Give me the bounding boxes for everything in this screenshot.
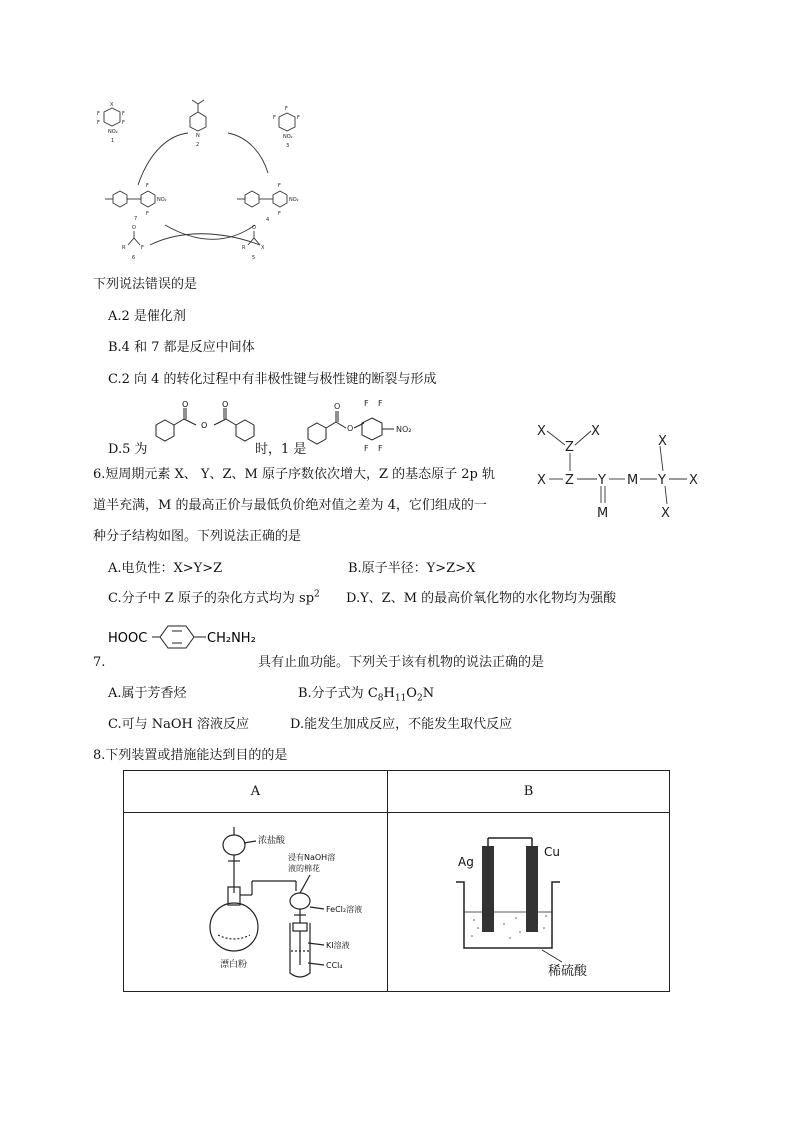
atom-label: R (242, 245, 246, 251)
fluorine-label: F (378, 444, 383, 453)
q6-option-b: B.原子半径：Y>Z>X (348, 561, 476, 576)
q6-stem-line3: 种分子结构如图。下列说法正确的是 (93, 529, 302, 544)
label-cu-electrode: Cu (543, 845, 560, 859)
q7-number: 7. (93, 655, 106, 670)
q6-stem-line2: 道半充满，M 的最高正价与最低负价绝对值之差为 4，它们组成的一 (93, 498, 487, 513)
q7-option-b: B.分子式为 $C_8H_{11}O_2N$ (298, 686, 435, 704)
atom-label: N (196, 133, 200, 139)
atom-label: F (278, 183, 281, 189)
atom-label: F (273, 115, 276, 121)
q6-option-d: D.Y、Z、M 的最高价氧化物的水化物均为强酸 (346, 591, 617, 606)
atom-label: F (97, 120, 100, 126)
label-ag-electrode: Ag (457, 855, 474, 869)
atom-label: F (122, 120, 125, 126)
apparatus-a-cell (124, 813, 388, 992)
table-header-b: B (388, 771, 670, 813)
tranexamic-acid-structure (108, 622, 278, 652)
ester-structure (302, 393, 432, 453)
atom-x: X (661, 506, 670, 521)
compound-label-2: 2 (196, 142, 200, 148)
atom-label: F (141, 245, 144, 251)
atom-label: NO₂ (108, 129, 118, 135)
atom-label: O (252, 225, 256, 231)
q7-option-a: A.属于芳香烃 (108, 686, 187, 701)
fluorine-label: F (364, 444, 369, 453)
atom-label: F (97, 111, 100, 117)
label-dilute-sulfuric-acid: 稀硫酸 (547, 964, 587, 979)
atom-y: Y (658, 473, 666, 488)
label-naoh-cotton-1: 浸有NaOH溶 (287, 853, 335, 862)
atom-x: X (658, 434, 667, 449)
q5-option-d-mid: 时，1 是 (255, 442, 307, 457)
benzoic-anhydride-structure (150, 398, 260, 450)
atom-label: X (261, 245, 265, 251)
q5-prompt: 下列说法错误的是 (93, 277, 198, 292)
compound-label-6: 6 (132, 255, 136, 261)
q5-option-d-prefix: D.5 为 (108, 442, 148, 457)
q8-stem: 8.下列装置或措施能达到目的的是 (93, 748, 288, 763)
atom-m: M (627, 473, 639, 488)
table-header-a: A (124, 771, 388, 813)
q5-option-b: B.4 和 7 都是反应中间体 (108, 340, 255, 355)
q6-option-c: C.分子中 Z 原子的杂化方式均为 $sp^2$ (108, 589, 320, 606)
atom-x: X (689, 473, 698, 488)
chlorine-generation-apparatus (156, 815, 362, 985)
q8-apparatus-table (123, 770, 670, 992)
q6-stem-line1: 6.短周期元素 X、 Y、Z、M 原子序数依次增大，Z 的基态原子 2p 轨 (93, 467, 496, 482)
catalytic-cycle-diagram (90, 95, 320, 270)
compound-label-4: 4 (266, 217, 270, 223)
nitro-label: NO₂ (396, 425, 412, 434)
formula-left: HOOC (108, 631, 148, 646)
label-ki: KI溶液 (325, 941, 350, 950)
oxygen-label: O (347, 424, 354, 433)
label-naoh-cotton-2: 液的棉花 (287, 864, 320, 873)
galvanic-cell-apparatus (444, 820, 614, 980)
q5-option-a: A.2 是催化剂 (108, 309, 186, 324)
label-fecl2: FeCl₂溶液 (325, 905, 362, 914)
atom-label: F (297, 115, 300, 121)
apparatus-b-cell (388, 813, 670, 992)
atom-x: X (537, 473, 546, 488)
q7-option-c: C.可与 NaOH 溶液反应 (108, 717, 250, 732)
atom-y: Y (598, 473, 606, 488)
atom-x: X (537, 424, 546, 439)
q7-stem: 具有止血功能。下列关于该有机物的说法正确的是 (258, 655, 545, 670)
atom-label: X (110, 102, 114, 108)
compound-label-3: 3 (286, 143, 290, 149)
label-bleaching-powder: 漂白粉 (219, 960, 247, 970)
atom-label: F (122, 111, 125, 117)
atom-label: NO₂ (157, 197, 167, 203)
atom-label: NO₂ (289, 197, 299, 203)
fluorine-label: F (378, 399, 383, 408)
compound-label-1: 1 (111, 138, 115, 144)
q7-option-d: D.能发生加成反应，不能发生取代反应 (290, 717, 513, 732)
atom-label: F (278, 211, 281, 217)
atom-label: F (146, 183, 149, 189)
atom-label: F (285, 106, 288, 112)
q6-option-a: A.电负性：X>Y>Z (108, 561, 223, 576)
fluorine-label: F (364, 399, 369, 408)
q5-option-c: C.2 向 4 的转化过程中有非极性键与极性键的断裂与形成 (108, 372, 437, 387)
oxygen-label: O (334, 402, 341, 411)
xyzm-molecule-structure (525, 415, 705, 525)
atom-label: F (146, 211, 149, 217)
atom-z: Z (565, 440, 574, 455)
label-concentrated-hcl: 浓盐酸 (257, 836, 285, 846)
oxygen-label: O (182, 400, 189, 409)
label-ccl4: CCl₄ (325, 961, 343, 970)
oxygen-label: O (222, 400, 229, 409)
formula-right: CH₂NH₂ (207, 631, 256, 646)
oxygen-label: O (201, 421, 208, 430)
atom-label: O (132, 225, 136, 231)
atom-z: Z (565, 473, 574, 488)
atom-label: R (122, 245, 126, 251)
compound-label-7: 7 (134, 216, 138, 222)
compound-label-5: 5 (252, 255, 256, 261)
atom-m: M (597, 506, 609, 521)
atom-x: X (591, 424, 600, 439)
atom-label: NO₂ (283, 134, 293, 140)
